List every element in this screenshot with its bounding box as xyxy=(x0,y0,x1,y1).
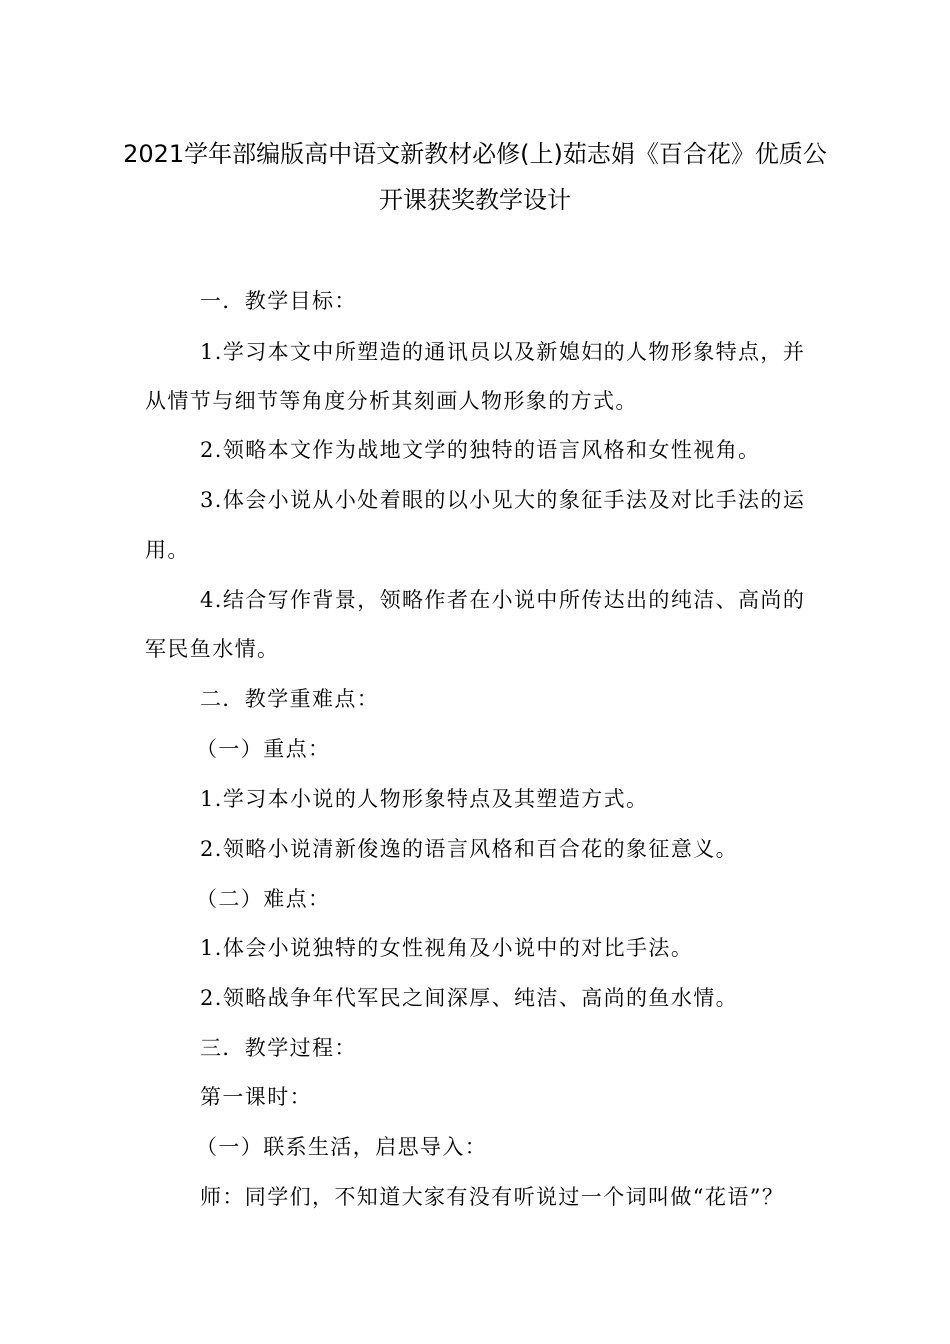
section-heading-objectives: 一．教学目标： xyxy=(200,289,357,313)
paragraph-line: 1.学习本文中所塑造的通讯员以及新媳妇的人物形象特点，并 xyxy=(200,340,806,364)
subheading-first-lesson: 第一课时： xyxy=(200,1085,312,1109)
section-heading-key-points: 二．教学重难点： xyxy=(200,687,380,711)
paragraph-line: 1.体会小说独特的女性视角及小说中的对比手法。 xyxy=(200,936,694,960)
paragraph-line: 军民鱼水情。 xyxy=(145,637,280,661)
paragraph-line: 1.学习本小说的人物形象特点及其塑造方式。 xyxy=(200,787,649,811)
subheading-difficulty: （二）难点： xyxy=(196,887,331,911)
subheading-focus: （一）重点： xyxy=(196,737,331,761)
paragraph-line: 从情节与细节等角度分析其刻画人物形象的方式。 xyxy=(145,389,638,413)
subheading-introduction: （一）联系生活，启思导入： xyxy=(196,1135,488,1159)
paragraph-line: 用。 xyxy=(145,538,190,562)
section-heading-process: 三．教学过程： xyxy=(200,1036,357,1060)
paragraph-line: 2.领略小说清新俊逸的语言风格和百合花的象征意义。 xyxy=(200,837,739,861)
paragraph-line: 3.体会小说从小处着眼的以小见大的象征手法及对比手法的运 xyxy=(200,488,806,512)
paragraph-line: 4.结合写作背景，领略作者在小说中所传达出的纯洁、高尚的 xyxy=(200,588,806,612)
document-title-line-1: 2021学年部编版高中语文新教材必修(上)茹志娟《百合花》优质公 xyxy=(123,140,827,168)
document-title-line-2: 开课获奖教学设计 xyxy=(379,186,571,214)
paragraph-line: 2.领略战争年代军民之间深厚、纯洁、高尚的鱼水情。 xyxy=(200,986,739,1010)
paragraph-line: 2.领略本文作为战地文学的独特的语言风格和女性视角。 xyxy=(200,438,761,462)
paragraph-line: 师：同学们，不知道大家有没有听说过一个词叫做“花语”？ xyxy=(200,1185,785,1209)
